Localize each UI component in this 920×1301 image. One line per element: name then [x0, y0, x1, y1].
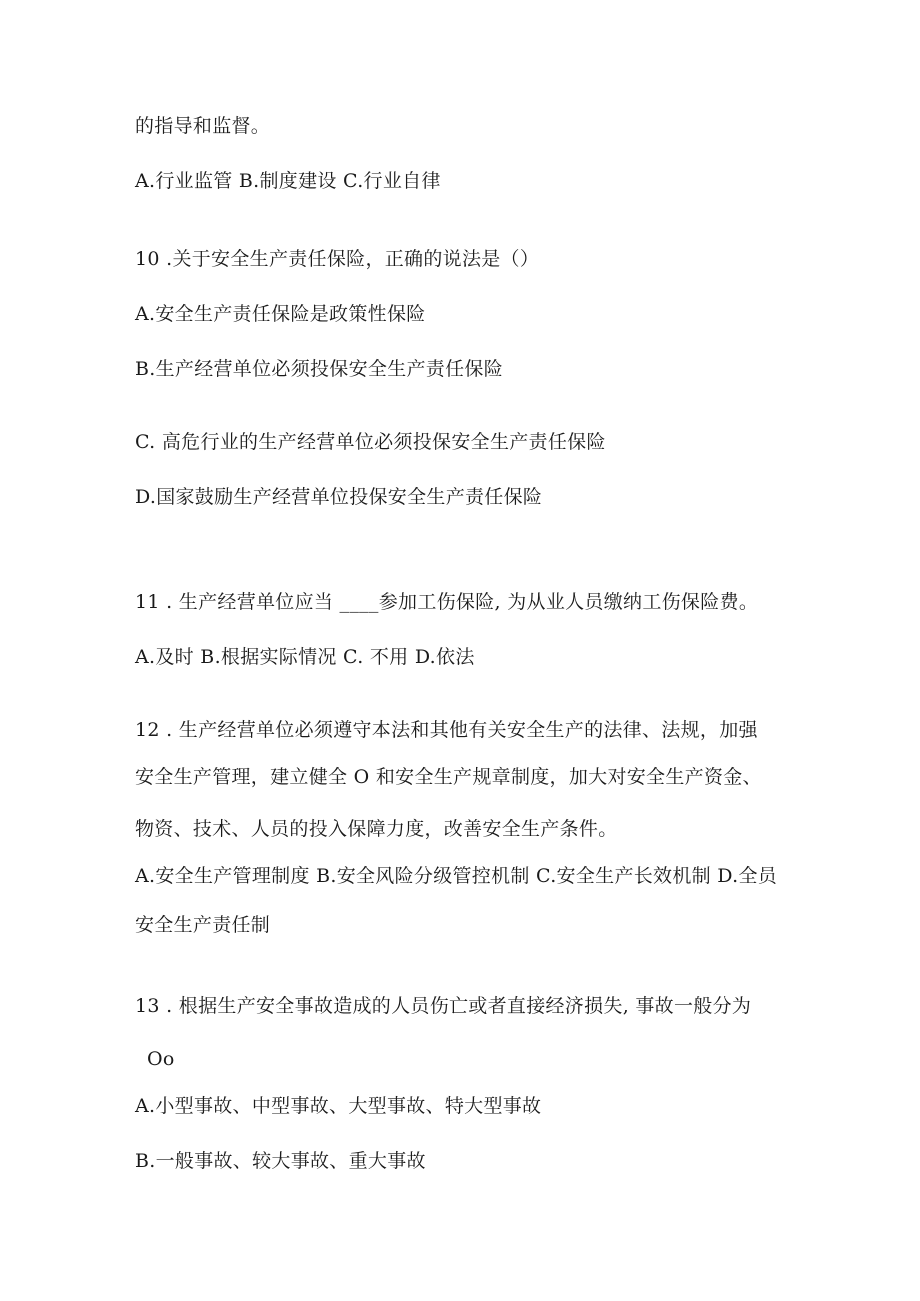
question-line: Oo	[147, 1048, 175, 1070]
option-line: A.及时 B.根据实际情况 C. 不用 D.依法	[135, 646, 475, 668]
option-line: D.国家鼓励生产经营单位投保安全生产责任保险	[135, 486, 543, 508]
question-line: 10 .关于安全生产责任保险，正确的说法是（）	[135, 248, 540, 270]
option-line: A.行业监管 B.制度建设 C.行业自律	[135, 170, 441, 192]
question-line: 安全生产管理，建立健全 O 和安全生产规章制度，加大对安全生产资金、	[135, 766, 762, 788]
question-line: 11 . 生产经营单位应当 ____参加工伤保险, 为从业人员缴纳工伤保险费。	[135, 591, 759, 613]
paragraph-line: 的指导和监督。	[135, 115, 271, 137]
question-line: 物资、技术、人员的投入保障力度，改善安全生产条件。	[135, 818, 618, 840]
option-line: B.一般事故、较大事故、重大事故	[135, 1150, 426, 1172]
option-line: C. 高危行业的生产经营单位必须投保安全生产责任保险	[135, 431, 606, 453]
question-line: 12 . 生产经营单位必须遵守本法和其他有关安全生产的法律、法规，加强	[135, 719, 758, 741]
option-line: B.生产经营单位必须投保安全生产责任保险	[135, 358, 504, 380]
question-line: 13 . 根据生产安全事故造成的人员伤亡或者直接经济损失, 事故一般分为	[135, 995, 752, 1017]
option-line: A.安全生产责任保险是政策性保险	[135, 303, 426, 325]
option-line: A.安全生产管理制度 B.安全风险分级管控机制 C.安全生产长效机制 D.全员	[135, 865, 778, 887]
option-line: A.小型事故、中型事故、大型事故、特大型事故	[135, 1095, 542, 1117]
option-line: 安全生产责任制	[135, 914, 271, 936]
